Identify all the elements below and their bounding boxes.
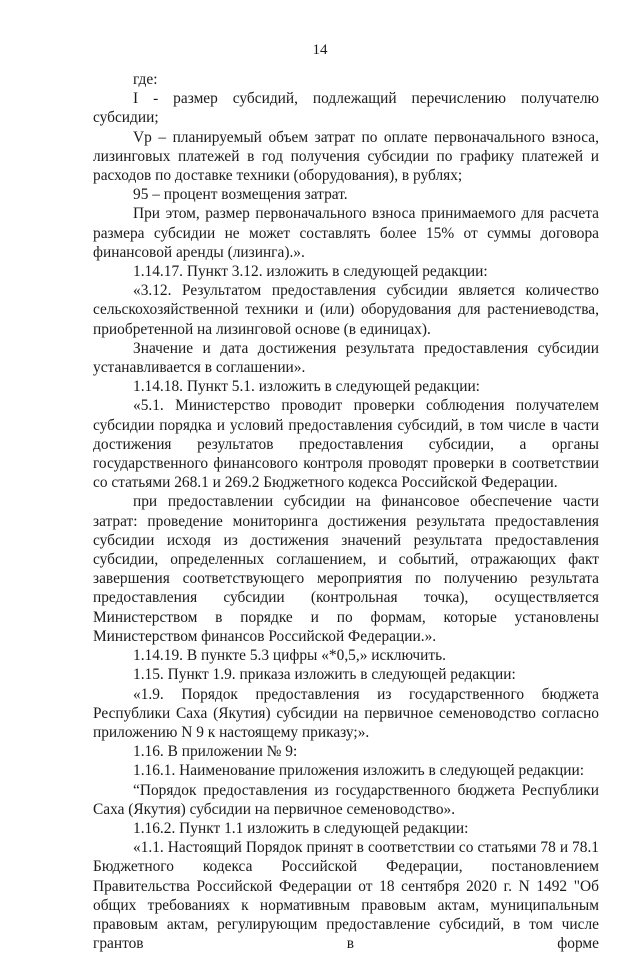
paragraph: «1.9. Порядок предоставления из государственного бюджета Республики Саха (Якутия) субсидии на первичное семеноводство согласно приложению N 9 к настоящему приказу;».	[93, 685, 599, 741]
paragraph: 1.16. В приложении № 9:	[133, 743, 298, 761]
paragraph: “Порядок предоставления из государственного бюджета Республики Саха (Якутия) субсидии на первичное семеноводство».	[93, 781, 599, 818]
paragraph: При этом, размер первоначального взноса принимаемого для расчета размера субсидии не может составлять более 15% от суммы договора финансовой аренды (лизинга).».	[93, 205, 599, 261]
paragraph: «5.1. Министерство проводит проверки соблюдения получателем субсидии порядка и условий предоставления субсидий, в том числе в части достижения результатов предоставления субсидии, а органы государственного финансового контроля проводят проверки в соответствии со статьями 268.1 и 269.2 Бюджетного кодекса Российской Федерации.	[93, 397, 599, 492]
paragraph: 1.16.1. Наименование приложения изложить в следующей редакции:	[133, 762, 584, 780]
paragraph: 1.14.19. В пункте 5.3 цифры «*0,5,» исключить.	[133, 647, 446, 665]
paragraph: 1.15. Пункт 1.9. приказа изложить в следующей редакции:	[133, 666, 516, 684]
paragraph: «3.12. Результатом предоставления субсидии является количество сельскохозяйственной техники и (или) оборудования для растениеводства, приобретенной на лизинговой основе (в единицах).	[93, 282, 599, 338]
paragraph: при предоставлении субсидии на финансовое обеспечение части затрат: проведение мониторинга достижения результата предоставления субсидии исходя из достижения значений результата предоставления субсидии, определенных соглашением, и событий, отражающих факт завершения соответствующего мероприятия по получению результата предоставления субсидии (контрольная точка), осуществляется Министерством в порядке и по формам, которые установлены Министерством финансов Российской Федерации.».	[93, 493, 599, 645]
paragraph: где:	[133, 71, 158, 88]
paragraph: «1.1. Настоящий Порядок принят в соответствии со статьями 78 и 78.1 Бюджетного кодекса Российской Федерации, постановлением Правительства Российской Федерации от 18 сентября 2020 г. N 1492 "Об общих требованиях к нормативным правовым актам, муниципальным правовым актам, регулирующим предоставление субсидий, в том числе грантов в форме	[93, 839, 599, 953]
paragraph: Значение и дата достижения результата предоставления субсидии устанавливается в соглашении».	[93, 339, 599, 377]
page-number: 14	[312, 42, 328, 58]
document-body	[93, 70, 599, 953]
paragraph: 1.14.18. Пункт 5.1. изложить в следующей редакции:	[133, 378, 480, 396]
paragraph: 1.16.2. Пункт 1.1 изложить в следующей редакции:	[133, 819, 469, 837]
paragraph: 95 – процент возмещения затрат.	[133, 186, 348, 204]
paragraph: I - размер субсидий, подлежащий перечислению получателю субсидии;	[93, 90, 599, 127]
paragraph: 1.14.17. Пункт 3.12. изложить в следующей редакции:	[133, 263, 488, 281]
paragraph: Vp – планируемый объем затрат по оплате первоначального взноса, лизинговых платежей в год получения субсидии по графику платежей и расходов по доставке техники (оборудования), в рублях;	[93, 128, 599, 185]
